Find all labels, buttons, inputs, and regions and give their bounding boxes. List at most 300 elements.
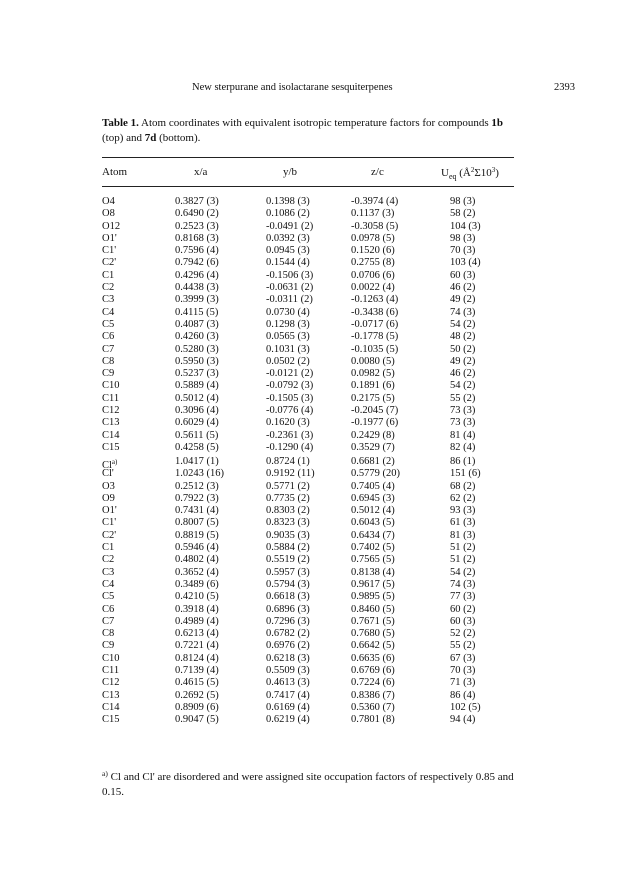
y-cell: 0.0392 (3) [266,232,310,244]
ueq-cell: 49 (2) [450,355,476,367]
table-row [0,319,625,331]
table-row [0,604,625,616]
z-cell: 0.1137 (3) [351,208,395,220]
x-cell: 0.7922 (3) [175,492,219,504]
x-cell: 0.4210 (5) [175,591,219,603]
atom-label: C7 [102,615,115,627]
x-cell: 0.8909 (6) [175,701,219,713]
atom-cell [102,665,119,677]
ueq-cell: 73 (3) [450,417,476,429]
y-cell: 0.0502 (2) [266,355,310,367]
x-cell: 0.5280 (3) [175,343,219,355]
z-cell: 0.7224 (6) [351,677,395,689]
atom-label: C6 [102,603,115,615]
header-ueq-unit-close: ) [495,167,499,179]
z-cell: 0.8460 (5) [351,603,395,615]
ueq-cell: 60 (3) [450,615,476,627]
ueq-cell: 55 (2) [450,640,476,652]
atom-footnote-mark: a) [111,458,118,466]
atom-cell [102,208,115,220]
atom-label: C15 [102,714,120,726]
y-cell: 0.5771 (2) [266,480,310,492]
header-ueq-unit-open: (Å [456,167,471,179]
ueq-cell: 73 (3) [450,405,476,417]
z-cell: 0.7680 (5) [351,628,395,640]
atom-label: C11 [102,392,120,404]
x-cell: 0.7221 (4) [175,640,219,652]
atom-label: C8 [102,628,115,640]
atom-cell [102,417,120,429]
y-cell: 0.5884 (2) [266,542,310,554]
header-z: z/c [371,166,384,178]
x-cell: 0.4115 (5) [175,306,219,318]
z-cell: 0.8386 (7) [351,689,395,701]
ueq-cell: 52 (2) [450,628,476,640]
x-cell: 0.4296 (4) [175,269,219,281]
atom-cell [102,442,120,454]
ueq-cell: 54 (2) [450,566,476,578]
atom-label: C14 [102,701,120,713]
atom-cell [102,690,120,702]
ueq-cell: 74 (3) [450,578,476,590]
atom-label: C1' [102,245,117,257]
ueq-cell: 60 (2) [450,603,476,615]
atom-label: C8 [102,355,115,367]
ueq-cell: 104 (3) [450,220,481,232]
atom-cell [102,405,120,417]
z-cell: 0.0978 (5) [351,232,395,244]
atom-cell [102,270,114,282]
z-cell: 0.9617 (5) [351,578,395,590]
y-cell: 0.6896 (3) [266,603,310,615]
x-cell: 0.4258 (5) [175,441,219,453]
y-cell: 0.6618 (3) [266,591,310,603]
atom-label: C3 [102,294,115,306]
y-cell: -0.1290 (4) [266,441,314,453]
y-cell: -0.0776 (4) [266,405,314,417]
atom-label: C14 [102,429,120,441]
ueq-cell: 62 (2) [450,492,476,504]
x-cell: 0.6490 (2) [175,208,219,220]
ueq-cell: 77 (3) [450,591,476,603]
atom-cell [102,616,114,628]
atom-cell [102,393,119,405]
z-cell: 0.9895 (5) [351,591,395,603]
x-cell: 0.4260 (3) [175,331,219,343]
z-cell: -0.3974 (4) [351,196,399,207]
table-label: Table 1. [102,117,139,129]
ueq-cell: 94 (4) [450,714,476,726]
atom-label: C15 [102,441,120,453]
z-cell: 0.5012 (4) [351,505,395,517]
footnote-text: Cl and Cl' are disordered and were assigned site occupation factors of respectively 0.85 and 0.15. [102,771,514,798]
y-cell: 0.6218 (3) [266,652,310,664]
x-cell: 0.2523 (3) [175,220,219,232]
atom-label: C5 [102,591,115,603]
x-cell: 0.7596 (4) [175,245,219,257]
x-cell: 0.5611 (5) [175,429,219,441]
header-ueq-sub: eq [448,172,457,182]
atom-label: C9 [102,368,115,380]
table-row [0,530,625,542]
ueq-cell: 67 (3) [450,652,476,664]
atom-cell [102,530,116,542]
ueq-cell: 81 (4) [450,429,476,441]
ueq-cell: 70 (3) [450,245,476,257]
table-row [0,591,625,603]
atom-cell [102,245,116,257]
x-cell: 0.6029 (4) [175,417,219,429]
y-cell: 0.1398 (3) [266,196,310,207]
atom-label: C2 [102,282,115,294]
y-cell: 0.7417 (4) [266,689,310,701]
x-cell: 0.5946 (4) [175,542,219,554]
table-row [0,616,625,628]
table-row [0,505,625,517]
z-cell: 0.6681 (2) [351,456,395,467]
atom-label: O12 [102,220,121,232]
table-caption [102,116,522,146]
atom-label: Cl' [102,468,114,480]
y-cell: 0.9035 (3) [266,529,310,541]
table-row [0,628,625,640]
atom-label: O1' [102,232,117,244]
x-cell: 0.8819 (5) [175,529,219,541]
atom-label: C3 [102,566,115,578]
table-row [0,468,625,480]
z-cell: -0.1977 (6) [351,417,399,429]
y-cell: -0.0792 (3) [266,380,314,392]
z-cell: 0.6635 (6) [351,652,395,664]
ueq-cell: 102 (5) [450,701,481,713]
x-cell: 0.3827 (3) [175,196,219,207]
atom-label: C4 [102,306,115,318]
caption-compound-2: 7d [144,132,157,144]
atom-cell [102,604,114,616]
table-header-row [0,166,625,182]
atom-label: O4 [102,196,115,207]
z-cell: 0.2429 (8) [351,429,395,441]
table-row [0,208,625,220]
x-cell: 0.9047 (5) [175,714,219,726]
z-cell: 0.7671 (5) [351,615,395,627]
table-row [0,245,625,257]
x-cell: 1.0243 (16) [175,468,224,480]
x-cell: 0.5950 (3) [175,355,219,367]
ueq-cell: 54 (2) [450,318,476,330]
y-cell: 0.8303 (2) [266,505,310,517]
z-cell: 0.2175 (5) [351,392,395,404]
caption-text-before: Atom coordinates with equivalent isotropic temperature factors for compounds [138,117,492,129]
x-cell: 0.8007 (5) [175,517,219,529]
footnote-mark: a) [102,769,108,778]
ueq-cell: 68 (2) [450,480,476,492]
table-row [0,653,625,665]
ueq-cell: 51 (2) [450,542,476,554]
atom-cell [102,640,114,652]
z-cell: 0.0706 (6) [351,269,395,281]
ueq-cell: 50 (2) [450,343,476,355]
z-cell: 0.2755 (8) [351,257,395,269]
atom-label: C9 [102,640,115,652]
caption-text-middle: (top) and [102,132,145,144]
y-cell: 0.1544 (4) [266,257,310,269]
atom-cell [102,294,114,306]
table-row [0,517,625,529]
ueq-cell: 48 (2) [450,331,476,343]
ueq-cell: 151 (6) [450,468,481,480]
y-cell: 0.6782 (2) [266,628,310,640]
atom-label: C5 [102,318,115,330]
atom-cell [102,702,120,714]
table-row [0,380,625,392]
atom-cell [102,196,115,208]
atom-label: C10 [102,380,120,392]
footnote [102,766,522,800]
atom-cell [102,319,114,331]
y-cell: 0.6169 (4) [266,701,310,713]
atom-cell [102,493,115,505]
table-row [0,542,625,554]
header-x: x/a [194,166,208,178]
ueq-cell: 93 (3) [450,505,476,517]
z-cell: 0.8138 (4) [351,566,395,578]
atom-label: O1' [102,505,117,517]
atom-cell [102,380,120,392]
atom-label: C4 [102,578,115,590]
y-cell: 0.1086 (2) [266,208,310,220]
atom-label: C1 [102,542,115,554]
table-row [0,702,625,714]
table-row [0,456,625,471]
x-cell: 0.3918 (4) [175,603,219,615]
y-cell: 0.5519 (2) [266,554,310,566]
x-cell: 0.8124 (4) [175,652,219,664]
header-atom: Atom [102,166,128,178]
atom-label: Cl [102,460,112,471]
z-cell: -0.0717 (6) [351,318,399,330]
table-row [0,417,625,429]
atom-label: O9 [102,492,115,504]
y-cell: 0.1031 (3) [266,343,310,355]
table-row [0,356,625,368]
x-cell: 0.3096 (4) [175,405,219,417]
z-cell: 0.0080 (5) [351,355,395,367]
z-cell: -0.1778 (5) [351,331,399,343]
z-cell: 0.6043 (5) [351,517,395,529]
atom-cell [102,517,116,529]
ueq-cell: 71 (3) [450,677,476,689]
atom-cell [102,567,114,579]
table-row [0,567,625,579]
y-cell: 0.4613 (3) [266,677,310,689]
y-cell: 0.8323 (3) [266,517,310,529]
y-cell: 0.7296 (3) [266,615,310,627]
table-row [0,344,625,356]
z-cell: 0.7402 (5) [351,542,395,554]
atom-label: C1' [102,517,117,529]
y-cell: 0.1620 (3) [266,417,310,429]
ueq-cell: 49 (2) [450,294,476,306]
ueq-cell: 86 (4) [450,689,476,701]
ueq-cell: 54 (2) [450,380,476,392]
z-cell: 0.3529 (7) [351,441,395,453]
atom-label: C2 [102,554,115,566]
x-cell: 0.6213 (4) [175,628,219,640]
y-cell: 0.0730 (4) [266,306,310,318]
x-cell: 0.7139 (4) [175,665,219,677]
table-row [0,714,625,726]
x-cell: 0.4989 (4) [175,615,219,627]
header-ueq-unit-mid: Σ10 [474,167,492,179]
ueq-cell: 74 (3) [450,306,476,318]
atom-cell [102,481,115,493]
atom-cell [102,542,114,554]
ueq-cell: 81 (3) [450,529,476,541]
table-row [0,554,625,566]
y-cell: 0.8724 (1) [266,456,310,467]
y-cell: 0.0945 (3) [266,245,310,257]
z-cell: 0.5360 (7) [351,701,395,713]
y-cell: 0.9192 (11) [266,468,315,480]
atom-label: O3 [102,480,115,492]
atom-cell [102,257,116,269]
atom-label: C10 [102,652,120,664]
table-row [0,690,625,702]
y-cell: 0.5957 (3) [266,566,310,578]
z-cell: -0.2045 (7) [351,405,399,417]
caption-compound-1: 1b [491,117,504,129]
atom-cell [102,356,114,368]
running-head [0,82,625,96]
ueq-cell: 70 (3) [450,665,476,677]
table-body-compound-1b [0,196,625,454]
atom-cell [102,505,117,517]
atom-label: C1 [102,269,115,281]
z-cell: -0.3058 (5) [351,220,399,232]
table-row [0,393,625,405]
atom-cell [102,653,120,665]
z-cell: 0.7801 (8) [351,714,395,726]
y-cell: 0.7735 (2) [266,492,310,504]
z-cell: 0.6945 (3) [351,492,395,504]
atom-cell [102,331,114,343]
x-cell: 0.3652 (4) [175,566,219,578]
ueq-cell: 55 (2) [450,392,476,404]
table-row [0,368,625,380]
x-cell: 0.3999 (3) [175,294,219,306]
x-cell: 0.7942 (6) [175,257,219,269]
atom-cell [102,677,120,689]
ueq-cell: 60 (3) [450,269,476,281]
page-number: 2393 [554,82,575,93]
atom-cell [102,344,114,356]
atom-label: C2' [102,257,117,269]
y-cell: 0.5794 (3) [266,578,310,590]
x-cell: 0.5889 (4) [175,380,219,392]
ueq-cell: 58 (2) [450,208,476,220]
table-row [0,430,625,442]
z-cell: -0.1263 (4) [351,294,399,306]
table-body-compound-7d [0,456,625,727]
table-header-rule [102,186,514,187]
table-row [0,270,625,282]
atom-cell [102,307,114,319]
atom-cell [102,430,120,442]
table-row [0,640,625,652]
y-cell: 0.1298 (3) [266,318,310,330]
table-row [0,307,625,319]
atom-cell [102,468,114,480]
x-cell: 0.5012 (4) [175,392,219,404]
atom-cell [102,221,120,233]
x-cell: 0.8168 (3) [175,232,219,244]
z-cell: 0.0982 (5) [351,368,395,380]
ueq-cell: 103 (4) [450,257,481,269]
ueq-cell: 98 (3) [450,232,476,244]
atom-cell [102,579,114,591]
z-cell: 0.6642 (5) [351,640,395,652]
y-cell: -0.0121 (2) [266,368,314,380]
table-row [0,233,625,245]
header-ueq-sup2: 3 [491,166,496,174]
ueq-cell: 51 (2) [450,554,476,566]
y-cell: 0.6219 (4) [266,714,310,726]
atom-cell [102,282,114,294]
table-row [0,677,625,689]
ueq-cell: 82 (4) [450,441,476,453]
table-row [0,442,625,454]
x-cell: 0.5237 (3) [175,368,219,380]
x-cell: 0.4438 (3) [175,282,219,294]
x-cell: 0.3489 (6) [175,578,219,590]
caption-text-after: (bottom). [156,132,201,144]
table-row [0,481,625,493]
table-row [0,493,625,505]
x-cell: 0.4802 (4) [175,554,219,566]
table-row [0,257,625,269]
running-title: New sterpurane and isolactarane sesquiterpenes [192,82,393,93]
atom-cell [102,591,114,603]
table-row [0,331,625,343]
header-ueq-prefix: U [441,167,449,179]
y-cell: -0.0311 (2) [266,294,313,306]
atom-label: C12 [102,677,120,689]
y-cell: -0.0491 (2) [266,220,314,232]
atom-label: C13 [102,417,120,429]
ueq-cell: 98 (3) [450,196,476,207]
ueq-cell: 86 (1) [450,456,476,467]
table-row [0,405,625,417]
atom-cell [102,233,117,245]
table-row [0,665,625,677]
header-ueq [441,166,499,181]
y-cell: 0.6976 (2) [266,640,310,652]
z-cell: 0.6769 (6) [351,665,395,677]
atom-cell [102,554,114,566]
atom-label: O8 [102,208,115,220]
atom-label: C7 [102,343,115,355]
table-row [0,221,625,233]
x-cell: 0.2692 (5) [175,689,219,701]
x-cell: 0.2512 (3) [175,480,219,492]
z-cell: 0.1520 (6) [351,245,395,257]
table-row [0,282,625,294]
table-row [0,196,625,208]
x-cell: 0.4615 (5) [175,677,219,689]
y-cell: -0.2361 (3) [266,429,314,441]
ueq-cell: 46 (2) [450,282,476,294]
